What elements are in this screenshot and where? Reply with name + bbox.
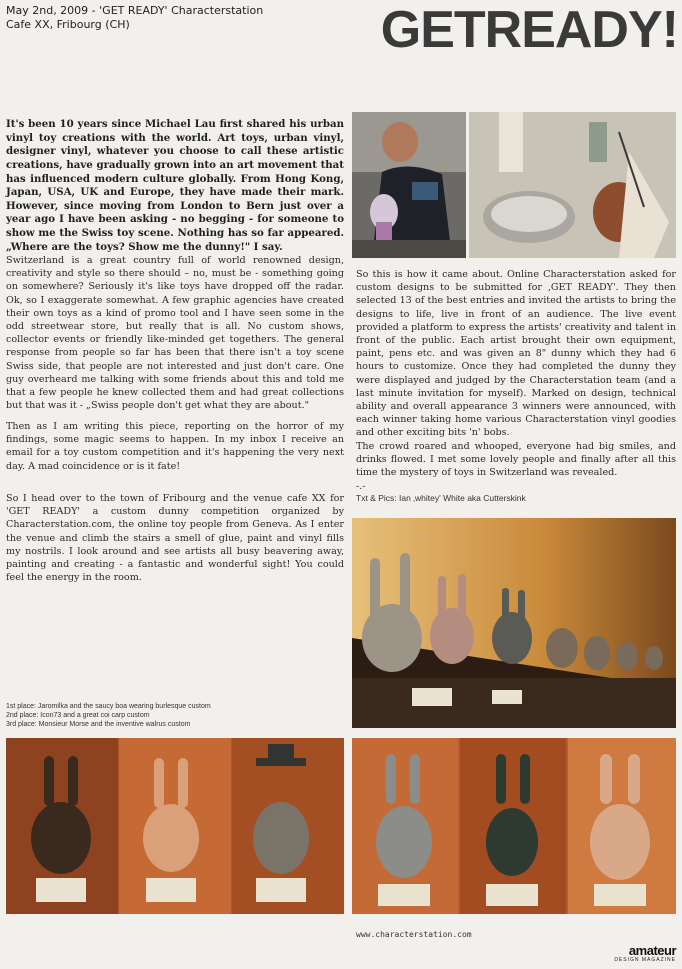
- entries-photo: [352, 738, 676, 914]
- magazine-logo: [614, 945, 676, 963]
- winners-photo: [6, 738, 344, 914]
- end-mark: -.-: [356, 481, 366, 492]
- caption-third-place: 3rd place: Monsieur Morse and the inventive walrus custom: [6, 721, 191, 728]
- body-paragraph-1: Switzerland is a great country full of world renowned design, creativity and style so there should – no, must be - something going on somewhere? Seriously it's like toys have dropped off the radar. Ok, so I exaggerate somewhat. A few graphic agencies have created their own toys as a kind of promo tool and I have seen some in the odd streetwear store, but really that is all. No custom shows, collector events or friendly like-minded get togethers. The general response from people so far has been that there isn't a toy scene Swiss side, that people are not interested and just don't care. One guy overheard me talking with some friends about this and told me that a few people he knew collected them and had great collections but that was it - „Swiss people don't get what they are about.": [6, 255, 344, 412]
- article-meta: [6, 4, 263, 32]
- display-shelf-photo: [352, 518, 676, 728]
- brand-subtitle: DESIGN MAGAZINE: [614, 957, 676, 963]
- artist-painting-photo: [352, 112, 466, 258]
- photo-credit: Txt & Pics: Ian ‚whitey' White aka Cutterskink: [356, 493, 526, 503]
- caption-first-place: 1st place: Jaromilka and the saucy boa wearing burlesque custom: [6, 703, 211, 710]
- caption-second-place: 2nd place: Icon73 and a great coi carp custom: [6, 712, 150, 719]
- body-paragraph-2: Then as I am writing this piece, reporting on the horror of my findings, some magic seems to happen. In my inbox I receive an email for a toy custom competition and it's happening the very next day. A mad coincidence or is it fate!: [6, 421, 344, 472]
- body-paragraph-3: So I head over to the town of Fribourg and the venue cafe XX for 'GET READY' a custom dunny competition organized by Characterstation.com, the online toy people from Geneva. As I enter the venue and climb the stairs a smell of glue, paint and vinyl fills my nostrils. I look around and see artists all busy beavering away, painting and creating - a fantastic and wonderful sight! You could feel the energy in the room.: [6, 493, 344, 584]
- brand-name: amateur: [628, 943, 676, 958]
- body-paragraph-5: The crowd roared and whooped, everyone had big smiles, and drinks flowed. I met some lovely people and finally after all this time the mystery of toys in Switzerland was revealed.: [356, 441, 676, 479]
- body-paragraph-4: So this is how it came about. Online Characterstation asked for custom designs to be submitted for ‚GET READY'. They then selected 13 of the best entries and invited the artists to bring the designs to life, live in front of an audience. The live event provided a platform to express the artists' creativity and talent in front of the public. Each artist brought their own equipment, paint, pens etc. and was given an 8" dunny which they had 6 hours to customize. Once they had completed the dunny they were displayed and judged by the Characterstation team (and a last minute invitation for myself). Marked on design, technical ability and overall appearance 3 winners were announced, with each winner taking home various Characterstation vinyl goodies and other exciting bits 'n' bobs.: [356, 269, 676, 439]
- workbench-photo: [469, 112, 676, 258]
- intro-paragraph: It's been 10 years since Michael Lau first shared his urban vinyl toy creations with the world. Art toys, urban vinyl, designer vinyl, whatever you choose to call these artistic creations, have gradually grown into an art movement that has influenced modern culture globally. From Hong Kong, Japan, USA, UK and Europe, they have made their mark. However, since moving from London to Bern just over a year ago I have been asking - no begging - for someone to show me the Swiss toy scene. Nothing has so far appeared. „Where are the toys? Show me the dunny!" I say.: [6, 118, 344, 253]
- footer-url: www.characterstation.com: [356, 930, 472, 939]
- date-line: May 2nd, 2009 - 'GET READY' Characterstation: [6, 4, 264, 17]
- winner-captions: [6, 702, 211, 729]
- venue-line: Cafe XX, Fribourg (CH): [6, 18, 130, 31]
- page-title: GETREADY!: [380, 1, 678, 59]
